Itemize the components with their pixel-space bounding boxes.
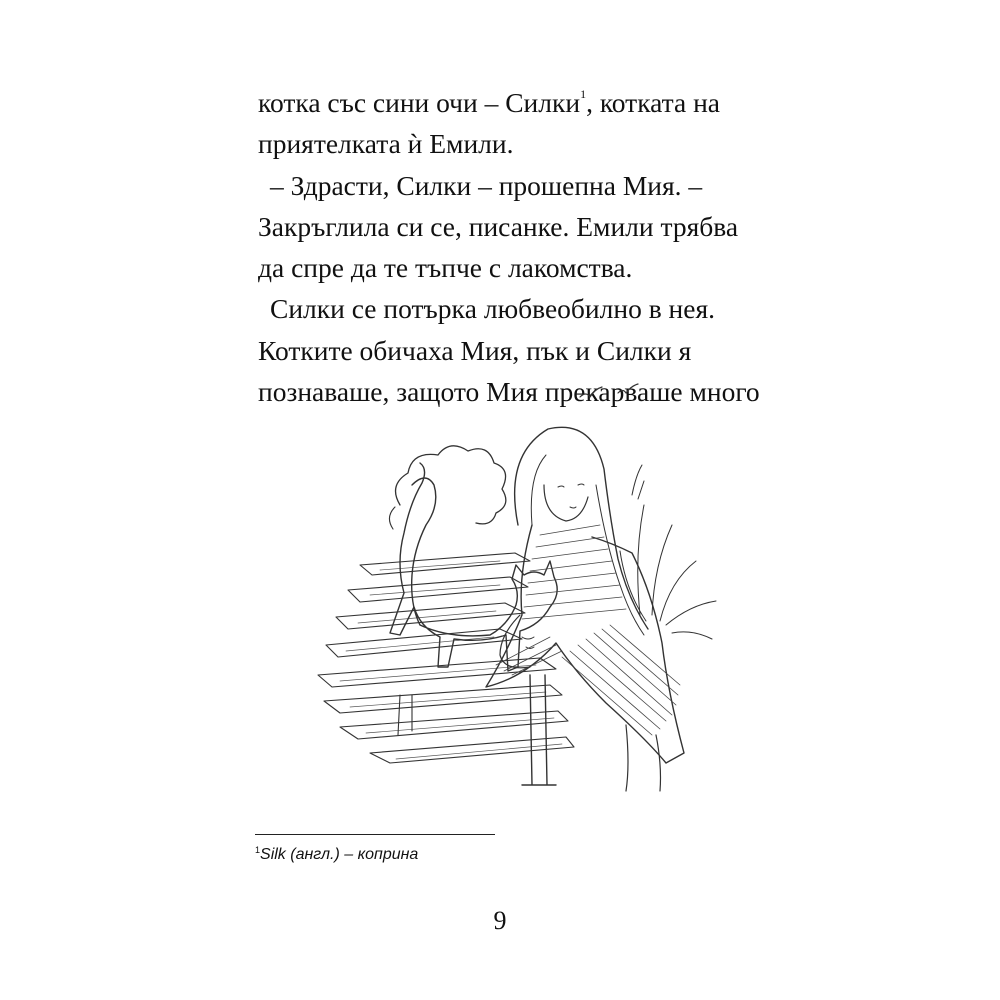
text-line-1-end: , котката на [586, 87, 720, 118]
text-line-4: Закръглила си се, писанке. Емили трябва [258, 210, 739, 242]
text-line-5: да спре да те тъпче с лакомства. [258, 252, 633, 284]
footnote-text: Silk (англ.) – коприна [260, 846, 419, 863]
footnote [255, 846, 418, 864]
text-line-7: Котките обичаха Мия, пък и Силки я [258, 334, 692, 366]
page-number: 9 [493, 906, 507, 935]
body-text [258, 82, 758, 412]
girl-with-cat-on-bench-illustration [300, 375, 720, 805]
text-line-1 [258, 82, 758, 123]
text-line-3: – Здрасти, Силки – прошепна Мия. – [270, 169, 703, 201]
footnote-reference: 1 [580, 87, 587, 101]
text-line-2: приятелката ѝ Емили. [258, 128, 514, 160]
text-line-8: познаваше, защото Мия прекарваше много [258, 376, 760, 408]
text-line-1-start: котка със сини очи – Силки [258, 87, 581, 118]
footnote-marker: 1 [255, 845, 261, 855]
footnote-divider [255, 834, 495, 835]
text-line-6: Силки се потъркa любвеобилно в нея. [270, 293, 716, 325]
